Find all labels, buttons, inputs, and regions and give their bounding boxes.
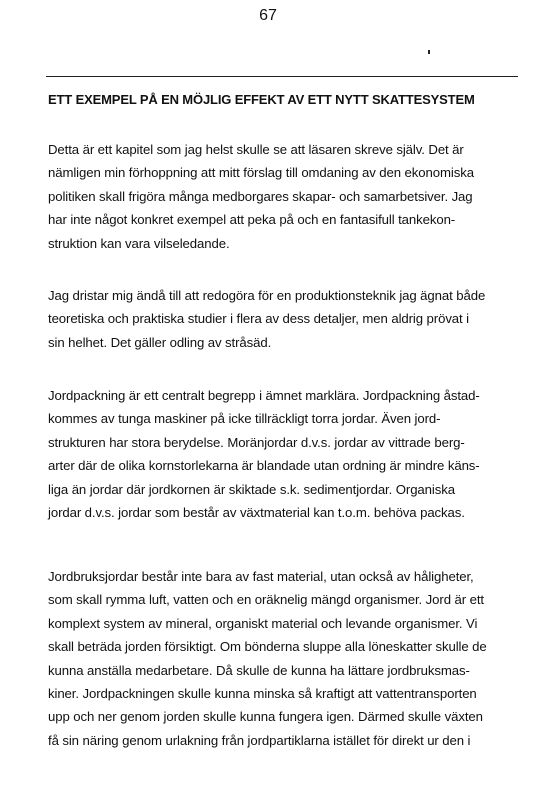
- text-line: strukturen har stora berydelse. Moränjordar d.v.s. jordar av vittrade berg-: [48, 434, 465, 450]
- text-line: struktion kan vara vilseledande.: [48, 235, 230, 251]
- header-rule: [46, 76, 518, 77]
- text-line: kiner. Jordpackningen skulle kunna minska så kraftigt att vattentransporten: [48, 686, 477, 702]
- text-line: kommes av tunga maskiner på icke tillräckligt torra jordar. Även jord-: [48, 411, 441, 427]
- text-line: skall beträda jorden försiktigt. Om bönderna sluppe alla löneskatter skulle de: [48, 639, 487, 655]
- text-line: jordar d.v.s. jordar som består av växtmaterial kan t.o.m. behöva packas.: [48, 505, 465, 521]
- paragraph-agricultural-soils: [48, 565, 528, 752]
- text-line: nämligen min förhoppning att mitt förslag till omdaning av den ekonomiska: [48, 165, 474, 181]
- text-line: har inte något konkret exempel att peka på och en fantasifull tankekon-: [48, 212, 456, 228]
- text-line: sin helhet. Det gäller odling av stråsäd.: [48, 334, 272, 350]
- text-line: arter där de olika kornstorlekarna är blandade utan ordning är mindre käns-: [48, 458, 480, 474]
- paragraph-method: [48, 284, 528, 354]
- scan-mark: [428, 50, 430, 54]
- text-line: som skall rymma luft, vatten och en oräknelig mängd organismer. Jord är ett: [48, 592, 484, 608]
- text-line: upp och ner genom jorden skulle kunna fungera igen. Därmed skulle växten: [48, 709, 483, 725]
- paragraph-soil-compaction: [48, 384, 528, 524]
- text-line: politiken skall frigöra många medborgares skapar- och samarbetsiver. Jag: [48, 188, 473, 204]
- text-line: Detta är ett kapitel som jag helst skulle se att läsaren skreve själv. Det är: [48, 142, 464, 157]
- text-line: liga än jordar där jordkornen är skiktade s.k. sedimentjordar. Organiska: [48, 481, 455, 497]
- text-line: komplext system av mineral, organiskt material och levande organismer. Vi: [48, 615, 478, 631]
- text-line: Jordpackning är ett centralt begrepp i ämnet marklära. Jordpackning åstad-: [48, 388, 480, 403]
- text-line: Jag dristar mig ändå till att redogöra för en produktionsteknik jag ägnat både: [48, 288, 486, 303]
- section-heading: ETT EXEMPEL PÅ EN MÖJLIG EFFEKT AV ETT NYTT SKATTESYSTEM: [48, 92, 475, 107]
- page-number: 67: [259, 7, 277, 24]
- text-line: teoretiska och praktiska studier i flera av dess detaljer, men aldrig prövat i: [48, 311, 469, 327]
- text-line: Jordbruksjordar består inte bara av fast material, utan också av håligheter,: [48, 569, 474, 584]
- text-line: kunna anställa medarbetare. Då skulle de kunna ha lättare jordbruksmas-: [48, 662, 470, 678]
- paragraph-intro: [48, 138, 528, 255]
- text-line: få sin näring genom urlakning från jordpartiklarna istället för direkt ur den i: [48, 732, 471, 748]
